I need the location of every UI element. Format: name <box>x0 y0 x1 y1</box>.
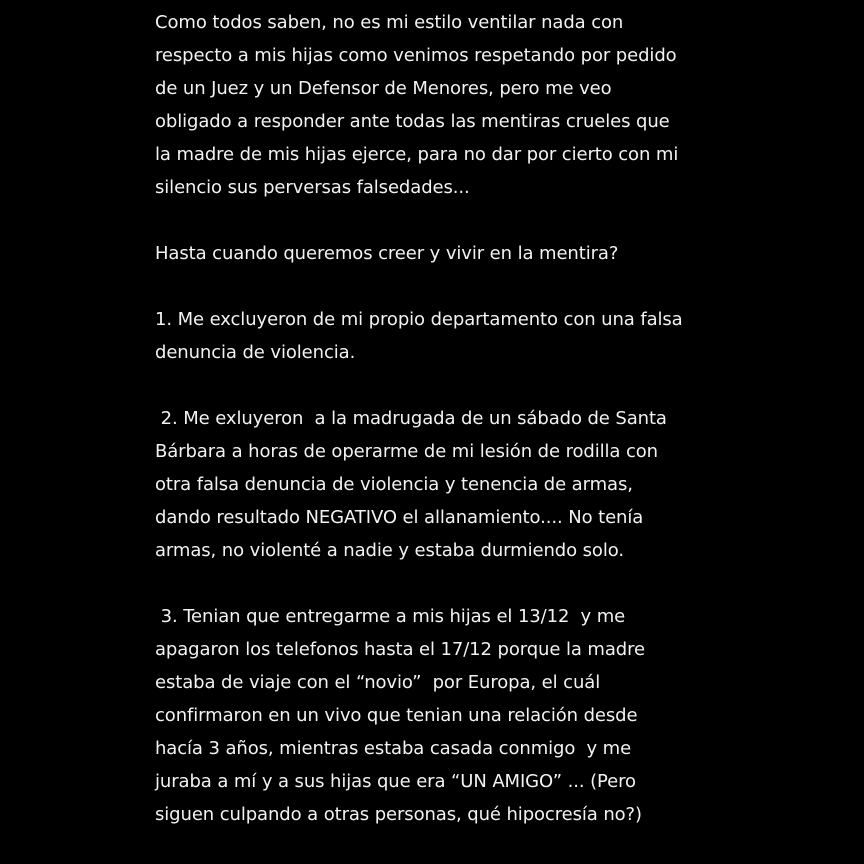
note-text-body <box>155 6 755 864</box>
text-line: Como todos saben, no es mi estilo ventilar nada con <box>155 12 624 33</box>
text-line: hacía 3 años, mientras estaba casada conmigo y me <box>155 738 632 759</box>
text-line: silencio sus perversas falsedades... <box>155 177 470 198</box>
text-line: confirmaron en un vivo que tenian una relación desde <box>155 705 638 726</box>
text-line: juraba a mí y a sus hijas que era “UN AMIGO” ... (Pero <box>155 771 636 792</box>
paragraph-point-2 <box>155 402 755 567</box>
text-line: 3. Tenian que entregarme a mis hijas el 13/12 y me <box>155 606 626 627</box>
text-line: de un Juez y un Defensor de Menores, pero me veo <box>155 78 612 99</box>
text-line: armas, no violenté a nadie y estaba durmiendo solo. <box>155 540 624 561</box>
paragraph-point-1 <box>155 303 755 369</box>
text-line: estaba de viaje con el “novio” por Europa, el cuál <box>155 672 601 693</box>
paragraph-question <box>155 237 755 270</box>
text-line: denuncia de violencia. <box>155 342 356 363</box>
text-line: Hasta cuando queremos creer y vivir en la mentira? <box>155 243 619 264</box>
text-line: 1. Me excluyeron de mi propio departamento con una falsa <box>155 309 683 330</box>
paragraph-intro <box>155 6 755 204</box>
text-line: apagaron los telefonos hasta el 17/12 porque la madre <box>155 639 645 660</box>
text-line: siguen culpando a otras personas, qué hipocresía no?) <box>155 804 642 825</box>
text-line: obligado a responder ante todas las mentiras crueles que <box>155 111 670 132</box>
text-line: dando resultado NEGATIVO el allanamiento.... No tenía <box>155 507 644 528</box>
text-line: respecto a mis hijas como venimos respetando por pedido <box>155 45 677 66</box>
text-line: la madre de mis hijas ejerce, para no dar por cierto con mi <box>155 144 679 165</box>
paragraph-point-3 <box>155 600 755 831</box>
text-line: otra falsa denuncia de violencia y tenencia de armas, <box>155 474 633 495</box>
text-line: 2. Me exluyeron a la madrugada de un sábado de Santa <box>155 408 667 429</box>
text-line: Bárbara a horas de operarme de mi lesión de rodilla con <box>155 441 658 462</box>
